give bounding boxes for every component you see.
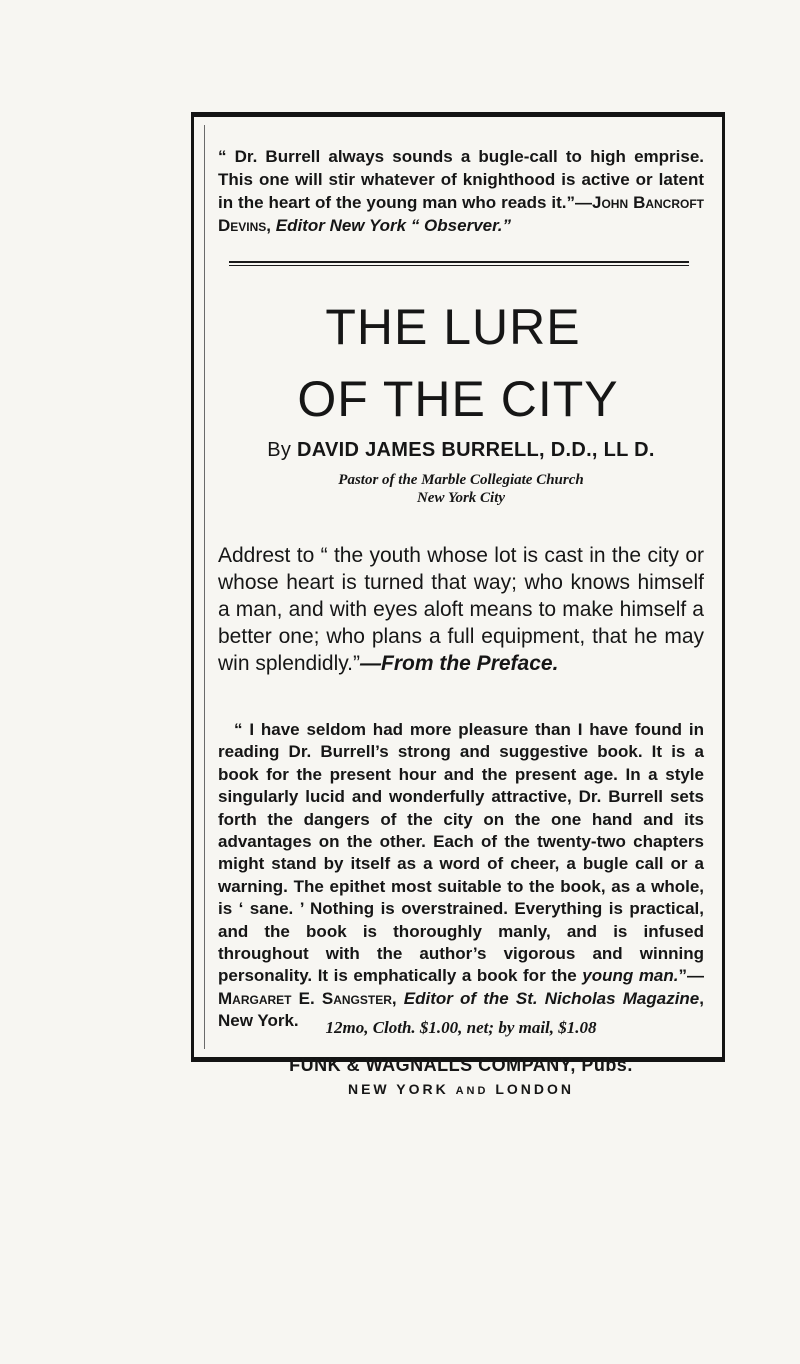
publisher-name: FUNK & WAGNALLS COMPANY, Pubs.	[289, 1055, 633, 1075]
author-position-line-2: New York City	[416, 490, 506, 506]
author-by: By	[267, 439, 292, 461]
opening-quote-attribution-name: —John Bancroft Devins	[218, 193, 705, 235]
address-text: Addrest to “ the youth whose lot is cast in the city or whose heart is turned that way; who knows himself a man, and with eyes aloft means to make himself a better one; who plans a full equipment, that he may win splendidly.”	[218, 544, 704, 675]
opening-quote: “ Dr. Burrell always sounds a bugle-call to high emprise. This one will stir whatever of knighthood is active or latent in the heart of the young man who reads it.”—John Bancroft Devins, Editor New York “ Observer.”	[218, 147, 705, 235]
address-source: —From the Preface.	[360, 652, 559, 675]
book-title-line-1: THE LURE	[325, 299, 581, 355]
author-position	[218, 471, 704, 507]
address-paragraph	[218, 542, 704, 677]
publisher-location: NEW YORK AND LONDON	[347, 1081, 575, 1097]
review-attribution-name: —Margaret E. Sangster	[218, 966, 704, 1008]
opening-quote-text: “ Dr. Burrell always sounds a bugle-call to high emprise. This one will stir whatever of knighthood is active or latent in the heart of the young man who reads it.”	[218, 147, 704, 212]
review-attribution-role: Editor of the St. Nicholas Magazine	[403, 988, 700, 1008]
inner-border-rule	[204, 125, 205, 1049]
advertisement-frame	[191, 112, 725, 1097]
title-divider	[229, 261, 689, 266]
review-quote-text: “ I have seldom had more pleasure than I have found in reading Dr. Burrell’s strong and suggestive book. It is a book for the present hour and the present age. In a style singularly lucid and wonderfully attractive, Dr. Burrell sets forth the dangers of the city on the one hand and its advantages on the other. Each of the twenty-two chapters might stand by itself as a word of cheer, a bugle call or a warning. The epithet most suitable to the book, as a whole, is ‘ sane. ’ Nothing is overstrained. Everything is practical, and the book is thoroughly manly, and is infused throughout with the author’s vigorous and winning personality. It is emphatically a book for the	[218, 720, 704, 986]
review-quote: “ I have seldom had more pleasure than I have found in reading Dr. Burrell’s strong and suggestive book. It is a book for the present hour and the present age. In a style singularly lucid and wonderfully attractive, Dr. Burrell sets forth the dangers of the city on the one hand and its advantages on the other. Each of the twenty-two chapters might stand by itself as a word of cheer, a bugle call or a warning. The epithet most suitable to the book, as a whole, is ‘ sane. ’ Nothing is overstrained. Everything is practical, and the book is thoroughly manly, and is infused throughout with the author’s vigorous and winning personality. It is emphatically a book for the young man.”—Margaret E. Sangster, Editor of the St. Nicholas Magazine, New York.	[218, 720, 704, 1031]
pricing-line: 12mo, Cloth. $1.00, net; by mail, $1.08	[325, 1018, 597, 1037]
review-attribution-place: , New York.	[218, 988, 704, 1031]
author-position-line-1: Pastor of the Marble Collegiate Church	[338, 472, 584, 488]
review-quote-italic: young man.	[582, 966, 679, 986]
opening-quote-attribution-role: Editor New York “ Observer.”	[275, 216, 512, 235]
author-name: DAVID JAMES BURRELL, D.D., LL D.	[297, 439, 655, 461]
book-title-line-2: OF THE CITY	[297, 371, 619, 427]
author-line	[218, 439, 704, 462]
